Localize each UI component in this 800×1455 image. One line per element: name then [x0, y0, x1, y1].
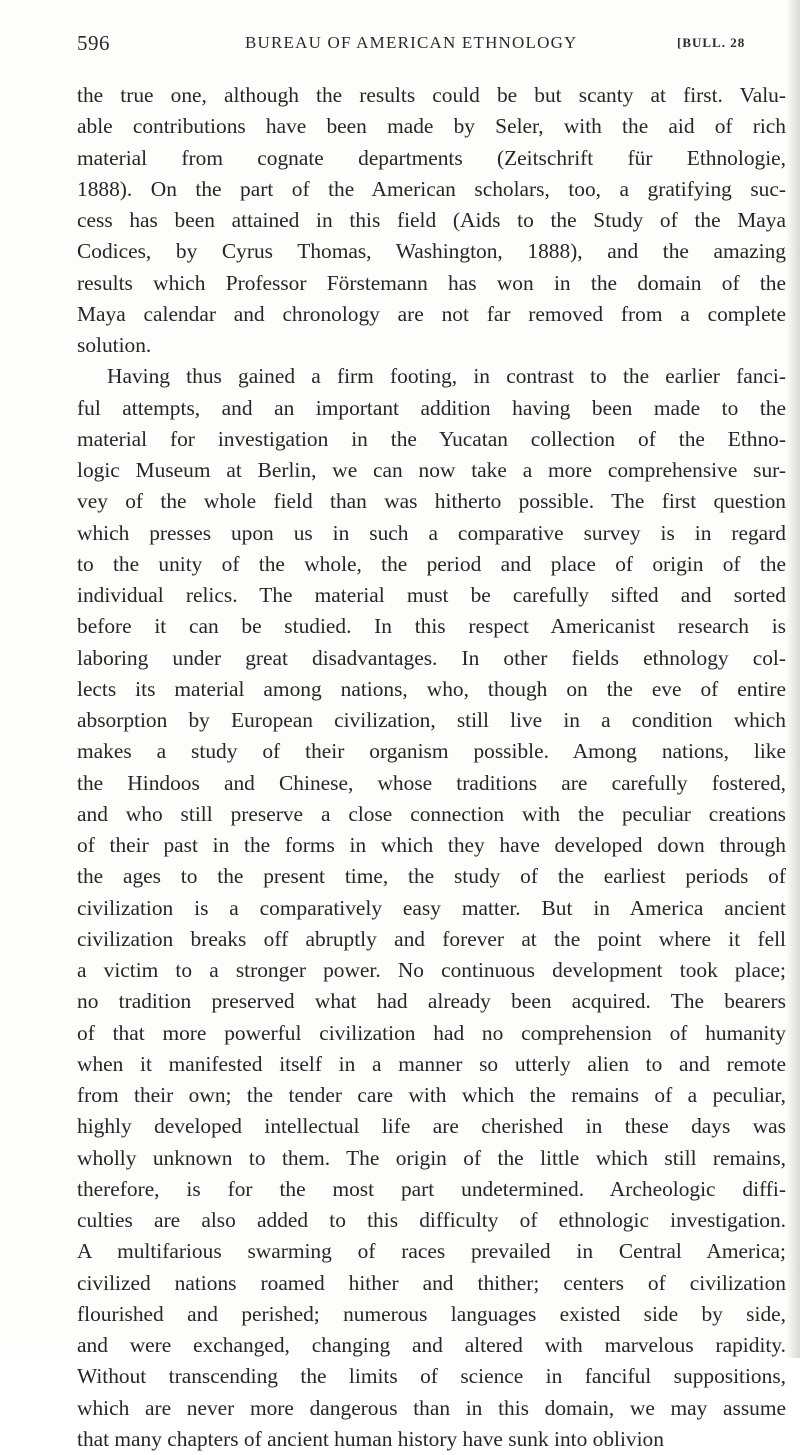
text-line: from their own; the tender care with which the remains of a peculiar, — [77, 1083, 786, 1107]
body-text — [77, 80, 786, 1455]
text-line: which presses upon us in such a comparative survey is in regard — [77, 520, 786, 545]
text-line: 1888). On the part of the American scholars, too, a gratifying suc- — [77, 176, 786, 201]
text-line: A multifarious swarming of races prevailed in Central America; — [77, 1239, 786, 1264]
text-line: which are never more dangerous than in this domain, we may assume — [77, 1395, 786, 1420]
text-line: and were exchanged, changing and altered with marvelous rapidity. — [77, 1333, 786, 1357]
page-edge-shadow — [786, 0, 800, 1358]
text-line: therefore, is for the most part undetermined. Archeologic diffi- — [77, 1176, 786, 1201]
page-number: 596 — [77, 31, 110, 55]
text-line: Maya calendar and chronology are not far removed from a complete — [77, 301, 786, 326]
text-line: solution. — [77, 333, 152, 357]
text-line: lects its material among nations, who, though on the eve of entire — [77, 676, 786, 701]
text-line: of that more powerful civilization had no comprehension of humanity — [77, 1020, 786, 1045]
text-line: logic Museum at Berlin, we can now take a more comprehensive sur- — [77, 458, 786, 482]
paragraph-start-line: Having thus gained a firm footing, in contrast to the earlier fanci- — [107, 364, 786, 389]
text-line: material for investigation in the Yucatan collection of the Ethno- — [77, 426, 786, 451]
text-line: before it can be studied. In this respect Americanist research is — [77, 614, 786, 639]
running-head — [77, 31, 786, 67]
text-line: civilization breaks off abruptly and forever at the point where it fell — [77, 926, 786, 951]
text-line: cess has been attained in this field (Aids to the Study of the Maya — [77, 208, 786, 232]
text-line: ful attempts, and an important addition having been made to the — [77, 395, 786, 420]
text-line: able contributions have been made by Seler, with the aid of rich — [77, 114, 786, 139]
text-line: wholly unknown to them. The origin of the little which still remains, — [77, 1145, 786, 1170]
running-title: BUREAU OF AMERICAN ETHNOLOGY — [245, 33, 578, 52]
bulletin-number: [BULL. 28 — [677, 35, 746, 50]
text-line: that many chapters of ancient human history have sunk into oblivion — [77, 1426, 664, 1451]
text-line: when it manifested itself in a manner so utterly alien to and remote — [77, 1051, 786, 1076]
text-line: flourished and perished; numerous languages existed side by side, — [77, 1301, 786, 1326]
text-line: Without transcending the limits of science in fanciful suppositions, — [77, 1364, 786, 1389]
text-line: results which Professor Förstemann has won in the domain of the — [77, 270, 786, 295]
text-line: and who still preserve a close connection with the peculiar creations — [77, 801, 786, 826]
text-line: a victim to a stronger power. No continuous development took place; — [77, 958, 786, 982]
text-line: the true one, although the results could be but scanty at first. Valu- — [77, 83, 786, 107]
text-line: makes a study of their organism possible. Among nations, like — [77, 739, 786, 764]
text-line: absorption by European civilization, still live in a condition which — [77, 708, 786, 732]
text-line: no tradition preserved what had already been acquired. The bearers — [77, 989, 786, 1014]
text-line: material from cognate departments (Zeitschrift für Ethnologie, — [77, 145, 786, 170]
text-line: to the unity of the whole, the period and place of origin of the — [77, 551, 786, 576]
text-line: highly developed intellectual life are cherished in these days was — [77, 1114, 786, 1139]
text-line: civilized nations roamed hither and thither; centers of civilization — [77, 1270, 786, 1295]
text-line: individual relics. The material must be carefully sifted and sorted — [77, 583, 786, 607]
text-line: the ages to the present time, the study of the earliest periods of — [77, 864, 786, 889]
text-line: culties are also added to this difficulty of ethnologic investigation. — [77, 1208, 786, 1232]
text-line: vey of the whole field than was hitherto possible. The first question — [77, 489, 786, 514]
text-line: of their past in the forms in which they have developed down through — [77, 833, 786, 857]
text-line: the Hindoos and Chinese, whose traditions are carefully fostered, — [77, 770, 786, 795]
text-line: laboring under great disadvantages. In other fields ethnology col- — [77, 645, 786, 670]
text-line: Codices, by Cyrus Thomas, Washington, 1888), and the amazing — [77, 239, 786, 264]
text-line: civilization is a comparatively easy matter. But in America ancient — [77, 895, 786, 920]
